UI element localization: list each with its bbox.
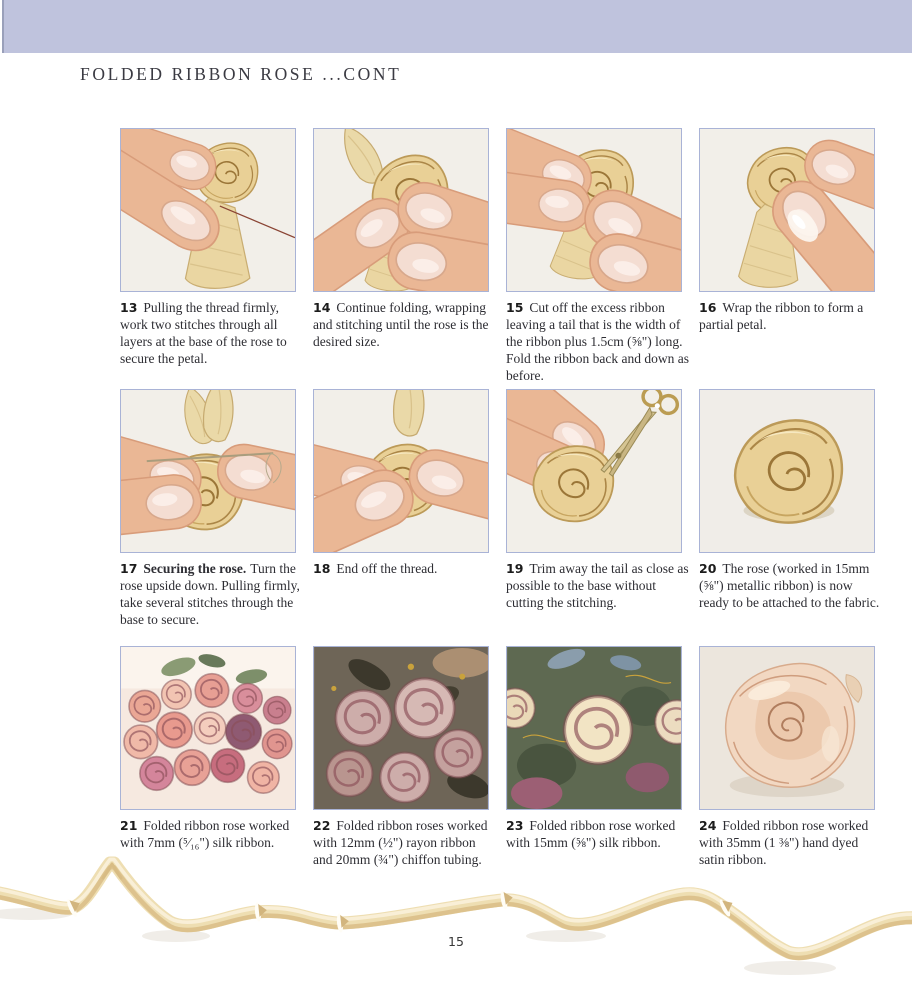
step-photo-23 bbox=[506, 646, 682, 810]
step-caption bbox=[313, 560, 497, 577]
page-title: FOLDED RIBBON ROSE ...CONT bbox=[80, 64, 402, 84]
step-text: End off the thread. bbox=[336, 561, 438, 576]
photo-illustration bbox=[507, 390, 681, 552]
photo-illustration bbox=[121, 129, 295, 291]
step-caption bbox=[699, 299, 883, 333]
photo-illustration bbox=[700, 390, 874, 552]
step-photo-16 bbox=[699, 128, 875, 292]
step-number: 15 bbox=[506, 300, 524, 315]
step-text: Turn the rose upside down. Pulling firmly, take several stitches through the base to secure. bbox=[120, 561, 300, 627]
step-caption bbox=[120, 560, 304, 628]
step-cell-21 bbox=[120, 646, 304, 851]
step-number: 21 bbox=[120, 818, 138, 833]
step-text: Trim away the tail as close as possible to the base without cutting the stitching. bbox=[506, 561, 689, 610]
step-number: 13 bbox=[120, 300, 138, 315]
photo-illustration bbox=[700, 129, 874, 291]
photo-illustration bbox=[121, 647, 295, 809]
step-number: 24 bbox=[699, 818, 717, 833]
step-text: Cut off the excess ribbon leaving a tail that is the width of the ribbon plus 1.5cm (⅝") long. Fold the ribbon back and down as before. bbox=[506, 300, 689, 383]
step-caption bbox=[313, 299, 497, 350]
step-cell-22 bbox=[313, 646, 497, 868]
step-number: 14 bbox=[313, 300, 331, 315]
photo-illustration bbox=[700, 647, 874, 809]
photo-illustration bbox=[314, 390, 488, 552]
step-text: Folded ribbon rose worked with 35mm (1 ⅜") hand dyed satin ribbon. bbox=[699, 818, 869, 867]
step-cell-16 bbox=[699, 128, 883, 333]
photo-illustration bbox=[507, 647, 681, 809]
step-photo-19 bbox=[506, 389, 682, 553]
step-text: Wrap the ribbon to form a partial petal. bbox=[699, 300, 864, 332]
step-text: Pulling the thread firmly, work two stitches through all layers at the base of the rose to secure the petal. bbox=[120, 300, 287, 366]
step-cell-19 bbox=[506, 389, 690, 611]
step-number: 19 bbox=[506, 561, 524, 576]
photo-illustration bbox=[121, 390, 295, 552]
step-text: Folded ribbon rose worked with 15mm (⅝") silk ribbon. bbox=[506, 818, 676, 850]
step-lead: Securing the rose. bbox=[143, 561, 247, 576]
step-caption bbox=[699, 560, 883, 611]
step-number: 18 bbox=[313, 561, 331, 576]
step-number: 23 bbox=[506, 818, 524, 833]
step-number: 17 bbox=[120, 561, 138, 576]
step-caption bbox=[120, 299, 304, 367]
photo-illustration bbox=[314, 647, 488, 809]
step-cell-18 bbox=[313, 389, 497, 577]
page-number: 15 bbox=[448, 934, 464, 949]
step-number: 20 bbox=[699, 561, 717, 576]
photo-illustration bbox=[314, 129, 488, 291]
step-number: 22 bbox=[313, 818, 331, 833]
step-photo-13 bbox=[120, 128, 296, 292]
step-text: Folded ribbon rose worked with 7mm (⁵⁄₁₆") silk ribbon. bbox=[120, 818, 290, 850]
step-photo-17 bbox=[120, 389, 296, 553]
step-photo-21 bbox=[120, 646, 296, 810]
step-photo-22 bbox=[313, 646, 489, 810]
photo-illustration bbox=[507, 129, 681, 291]
step-caption bbox=[120, 817, 304, 851]
step-caption bbox=[506, 560, 690, 611]
step-photo-15 bbox=[506, 128, 682, 292]
step-photo-18 bbox=[313, 389, 489, 553]
step-cell-24 bbox=[699, 646, 883, 868]
step-photo-20 bbox=[699, 389, 875, 553]
step-number: 16 bbox=[699, 300, 717, 315]
step-cell-13 bbox=[120, 128, 304, 367]
step-cell-20 bbox=[699, 389, 883, 611]
step-text: Folded ribbon roses worked with 12mm (½") rayon ribbon and 20mm (¾") chiffon tubing. bbox=[313, 818, 488, 867]
step-photo-24 bbox=[699, 646, 875, 810]
step-cell-14 bbox=[313, 128, 497, 350]
step-cell-17 bbox=[120, 389, 304, 628]
step-photo-14 bbox=[313, 128, 489, 292]
step-cell-23 bbox=[506, 646, 690, 851]
step-text: Continue folding, wrapping and stitching until the rose is the desired size. bbox=[313, 300, 489, 349]
step-caption bbox=[506, 299, 690, 384]
step-cell-15 bbox=[506, 128, 690, 384]
twisted-ribbon-decoration bbox=[0, 852, 912, 990]
header-band bbox=[2, 0, 912, 53]
step-caption bbox=[506, 817, 690, 851]
step-text: The rose (worked in 15mm (⅝") metallic ribbon) is now ready to be attached to the fabric. bbox=[699, 561, 880, 610]
